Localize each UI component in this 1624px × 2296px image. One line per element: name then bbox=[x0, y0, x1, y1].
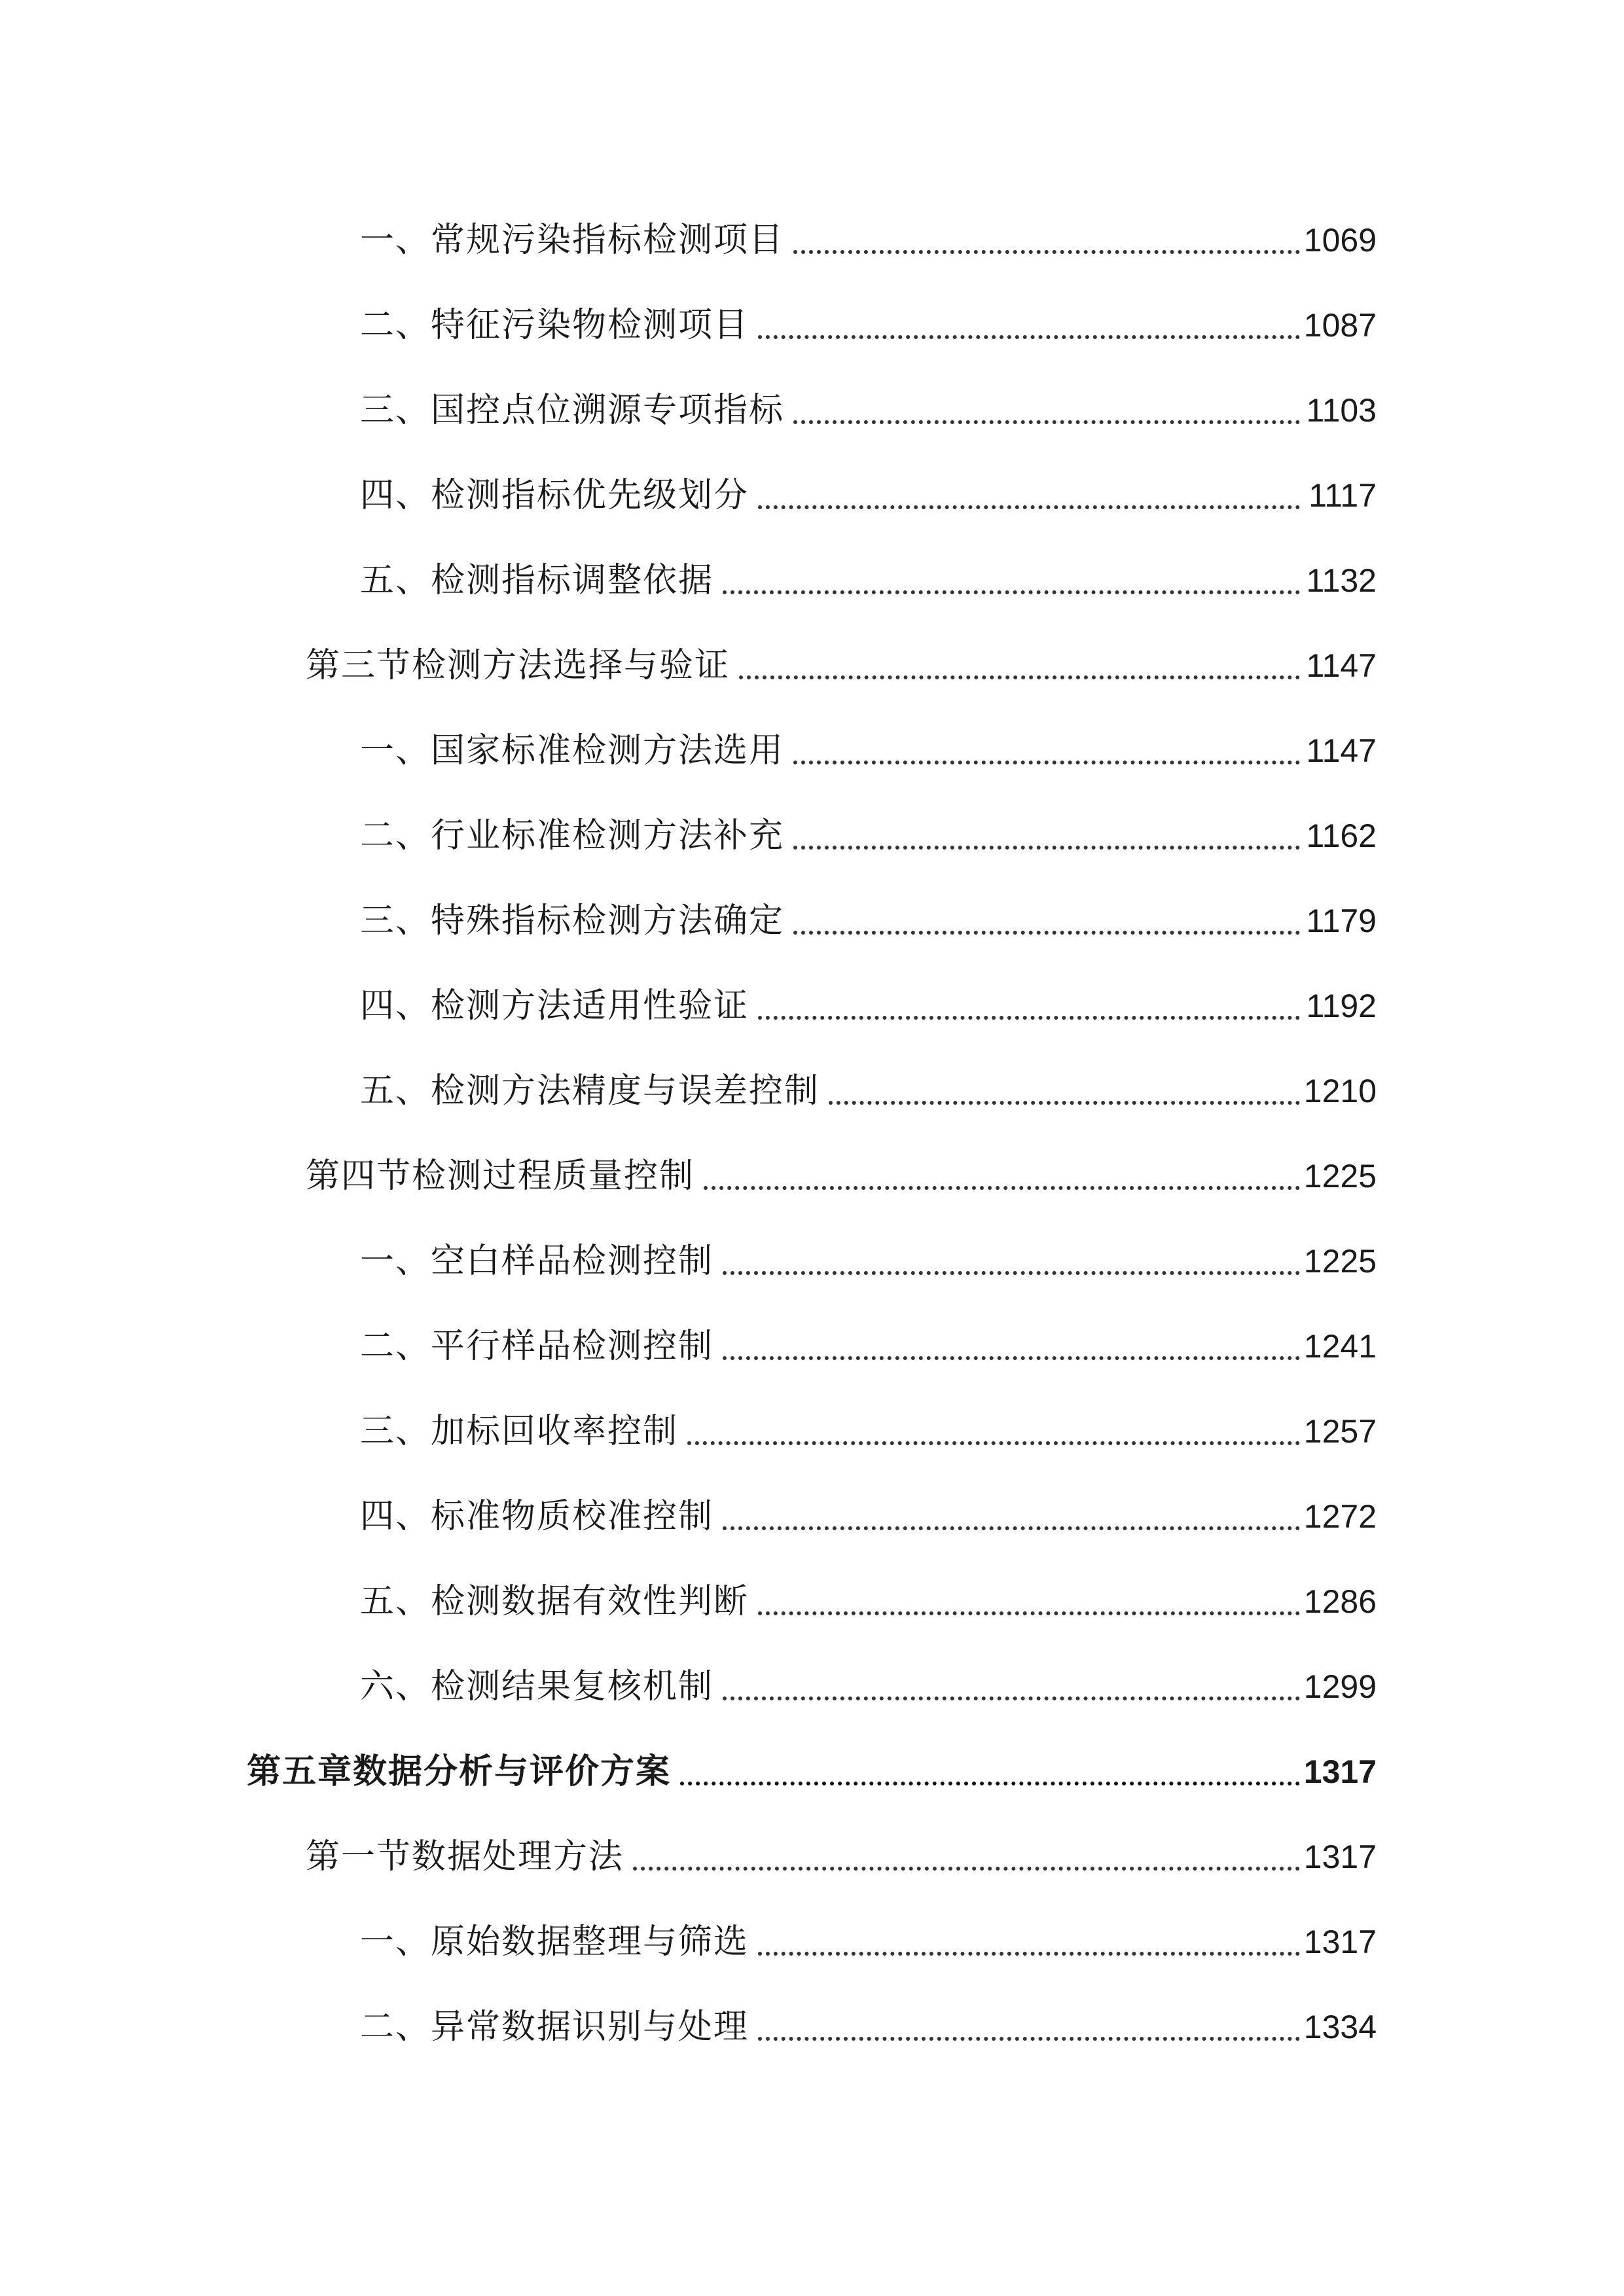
toc-leader-dots bbox=[723, 590, 1300, 594]
toc-entry[interactable] bbox=[0, 1487, 1624, 1546]
toc-entry-page: 1132 bbox=[1306, 562, 1377, 599]
toc-entry-title: 五、检测方法精度与误差控制 bbox=[360, 1071, 820, 1111]
toc-entry-title: 二、平行样品检测控制 bbox=[360, 1327, 714, 1366]
toc-entry-page: 1317 bbox=[1303, 1753, 1377, 1790]
toc-entry-title: 第一节数据处理方法 bbox=[306, 1837, 624, 1876]
toc-entry-title: 四、检测指标优先级划分 bbox=[360, 476, 749, 515]
toc-entry-title: 三、国控点位溯源专项指标 bbox=[360, 391, 785, 430]
toc-leader-dots bbox=[793, 761, 1300, 764]
toc-entry[interactable] bbox=[0, 891, 1624, 950]
toc-entry-title: 六、检测结果复核机制 bbox=[360, 1667, 714, 1706]
toc-entry-page: 1147 bbox=[1306, 732, 1377, 769]
toc-leader-dots bbox=[758, 2037, 1300, 2041]
toc-entry-page: 1225 bbox=[1303, 1158, 1377, 1194]
toc-entry[interactable] bbox=[0, 806, 1624, 865]
toc-leader-dots bbox=[723, 1526, 1300, 1530]
toc-entry-title: 一、空白样品检测控制 bbox=[360, 1242, 714, 1281]
toc-leader-dots bbox=[723, 1271, 1300, 1275]
toc-leader-dots bbox=[793, 420, 1300, 424]
toc-entry-page: 1087 bbox=[1303, 307, 1377, 344]
toc-entry[interactable] bbox=[0, 551, 1624, 610]
toc-entry-title: 第四节检测过程质量控制 bbox=[306, 1157, 695, 1196]
toc-entry-page: 1241 bbox=[1303, 1328, 1377, 1365]
toc-entry-page: 1317 bbox=[1303, 1924, 1377, 1960]
toc-entry[interactable] bbox=[0, 1317, 1624, 1376]
toc-leader-dots bbox=[758, 505, 1300, 509]
toc-entry-page: 1117 bbox=[1308, 477, 1377, 514]
toc-leader-dots bbox=[739, 675, 1300, 679]
toc-leader-dots bbox=[829, 1101, 1300, 1105]
toc-entry[interactable] bbox=[0, 1657, 1624, 1716]
toc-entry-page: 1210 bbox=[1303, 1073, 1377, 1109]
toc-entry-title: 第三节检测方法选择与验证 bbox=[306, 646, 731, 685]
toc-leader-dots bbox=[793, 846, 1300, 850]
toc-leader-dots bbox=[758, 1016, 1300, 1020]
toc-entry-title: 四、检测方法适用性验证 bbox=[360, 986, 749, 1026]
toc-entry-title: 三、加标回收率控制 bbox=[360, 1412, 679, 1451]
toc-entry-title: 二、异常数据识别与处理 bbox=[360, 2007, 749, 2047]
toc-leader-dots bbox=[704, 1186, 1300, 1190]
toc-entry[interactable] bbox=[0, 1232, 1624, 1291]
toc-entry-page: 1286 bbox=[1303, 1583, 1377, 1620]
toc-leader-dots bbox=[758, 1952, 1300, 1956]
toc-entry[interactable] bbox=[0, 381, 1624, 440]
toc-entry-page: 1069 bbox=[1303, 222, 1377, 259]
toc-entry-page: 1334 bbox=[1303, 2009, 1377, 2045]
toc-leader-dots bbox=[723, 1696, 1300, 1700]
toc-entry-page: 1103 bbox=[1306, 392, 1377, 429]
toc-entry[interactable] bbox=[0, 721, 1624, 780]
toc-entry-title: 五、检测指标调整依据 bbox=[360, 561, 714, 600]
toc-leader-dots bbox=[723, 1356, 1300, 1360]
toc-entry-page: 1257 bbox=[1303, 1413, 1377, 1450]
toc-entry-title: 二、特征污染物检测项目 bbox=[360, 306, 749, 345]
toc-entry-title: 三、特殊指标检测方法确定 bbox=[360, 901, 785, 941]
toc-entry[interactable] bbox=[0, 1998, 1624, 2056]
toc-entry-page: 1192 bbox=[1306, 988, 1377, 1024]
toc-entry[interactable] bbox=[0, 1827, 1624, 1886]
toc-entry-page: 1299 bbox=[1303, 1668, 1377, 1705]
toc-leader-dots bbox=[633, 1867, 1300, 1871]
toc-leader-dots bbox=[793, 250, 1300, 254]
toc-entry-title: 四、标准物质校准控制 bbox=[360, 1497, 714, 1536]
toc-entry[interactable] bbox=[0, 977, 1624, 1035]
toc-entry[interactable] bbox=[0, 466, 1624, 525]
toc-entry[interactable] bbox=[0, 1147, 1624, 1206]
toc-entry-title: 二、行业标准检测方法补充 bbox=[360, 816, 785, 855]
toc-entry-title: 一、国家标准检测方法选用 bbox=[360, 731, 785, 770]
toc-entry[interactable] bbox=[0, 211, 1624, 270]
toc-entry-page: 1272 bbox=[1303, 1498, 1377, 1535]
toc-entry-page: 1162 bbox=[1306, 817, 1377, 854]
toc-entry-page: 1225 bbox=[1303, 1243, 1377, 1280]
toc-entry-page: 1317 bbox=[1303, 1839, 1377, 1875]
toc-leader-dots bbox=[793, 931, 1300, 935]
toc-entry[interactable] bbox=[0, 296, 1624, 355]
toc-leader-dots bbox=[758, 335, 1300, 339]
toc-entry-title: 一、原始数据整理与筛选 bbox=[360, 1922, 749, 1962]
toc-entry[interactable] bbox=[0, 1572, 1624, 1631]
toc-entry-page: 1179 bbox=[1306, 903, 1377, 939]
toc-entry[interactable] bbox=[0, 1062, 1624, 1121]
toc-entry-title: 五、检测数据有效性判断 bbox=[360, 1582, 749, 1621]
toc-entry-chapter[interactable] bbox=[0, 1742, 1624, 1801]
toc-leader-dots bbox=[680, 1782, 1300, 1785]
toc-entry-title: 一、常规污染指标检测项目 bbox=[360, 221, 785, 260]
toc-entry[interactable] bbox=[0, 1402, 1624, 1461]
toc-entry-title: 第五章数据分析与评价方案 bbox=[247, 1752, 672, 1791]
toc-entry-page: 1147 bbox=[1306, 647, 1377, 684]
toc-entry[interactable] bbox=[0, 1912, 1624, 1971]
toc-entry[interactable] bbox=[0, 636, 1624, 695]
toc-leader-dots bbox=[687, 1441, 1300, 1445]
toc-leader-dots bbox=[758, 1611, 1300, 1615]
